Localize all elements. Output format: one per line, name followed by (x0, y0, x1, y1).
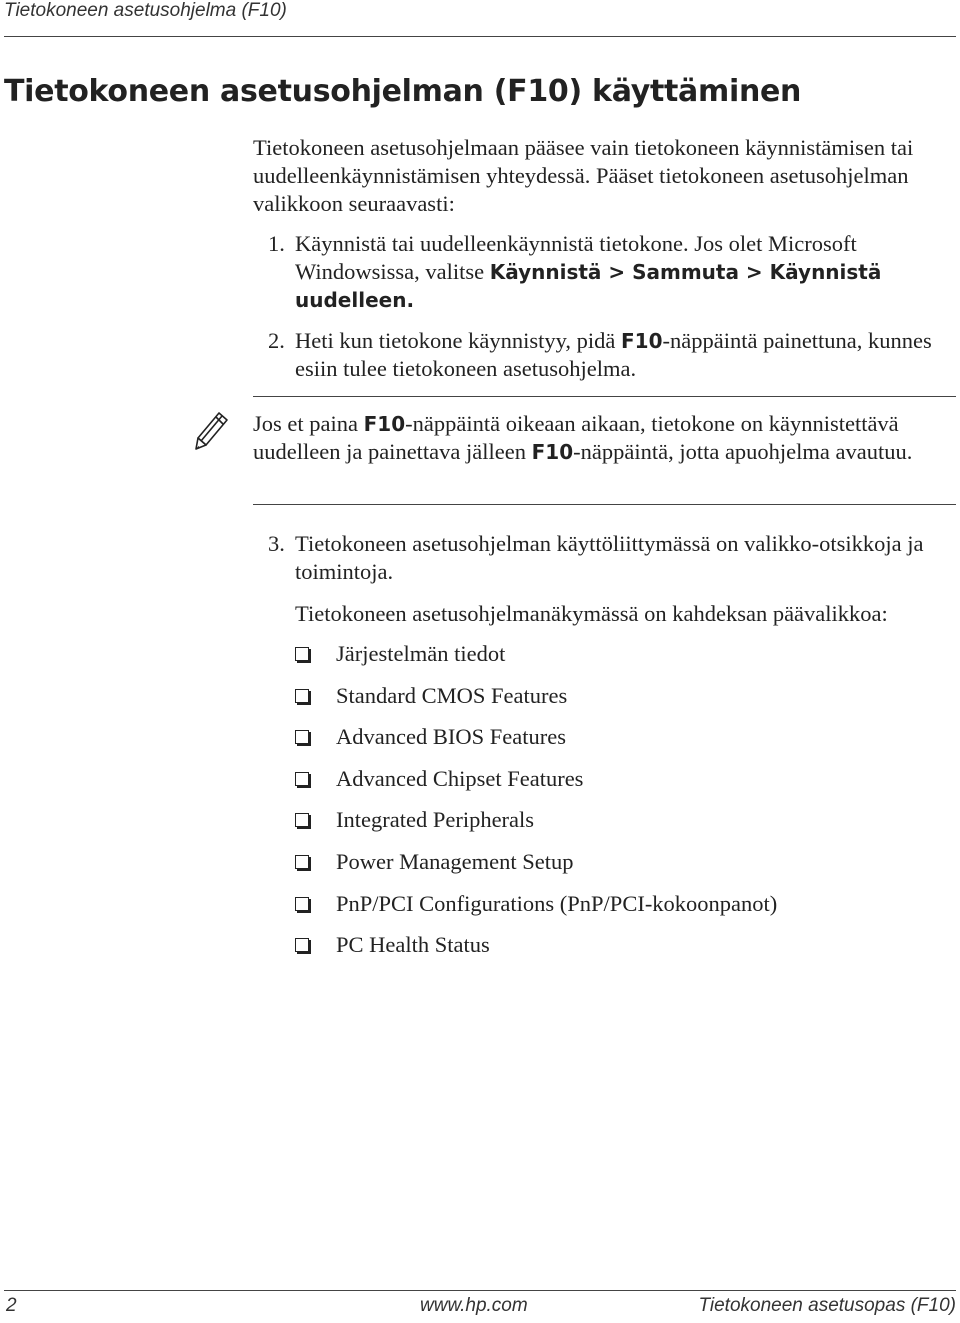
checkbox-bullet-icon (295, 647, 309, 661)
step-text: Heti kun tietokone käynnistyy, pidä (295, 328, 621, 353)
list-item-label: Järjestelmän tiedot (336, 641, 506, 666)
checkbox-bullet-icon (295, 772, 309, 786)
checkbox-bullet-icon (295, 730, 309, 744)
list-item-label: Advanced Chipset Features (336, 765, 584, 791)
step-1 (268, 230, 955, 314)
step-3 (268, 530, 955, 586)
running-header: Tietokoneen asetusohjelma (F10) (4, 0, 287, 21)
page-number: 2 (6, 1295, 17, 1316)
list-item-label: PnP/PCI Configurations (PnP/PCI-kokoonpanot) (336, 890, 778, 916)
step-number: 3. (268, 531, 285, 556)
step-2 (268, 327, 955, 383)
checkbox-bullet-icon (295, 855, 309, 869)
list-item-label: Integrated Peripherals (336, 807, 535, 833)
step-text-end: . (406, 288, 415, 312)
list-item-label: Power Management Setup (336, 848, 574, 874)
footer-url: www.hp.com (420, 1295, 528, 1316)
key-name: F10 (363, 412, 406, 436)
menu-list-intro: Tietokoneen asetusohjelmanäkymässä on kahdeksan päävalikkoa: (295, 601, 888, 626)
note-text-part: Jos et paina (253, 411, 364, 436)
section-title: Tietokoneen asetusohjelman (F10) käyttäminen (4, 74, 802, 109)
footer-doc-title: Tietokoneen asetusopas (F10) (698, 1295, 956, 1316)
menu-path: Käynnistä > Sammuta > Käynnistä uudelleen (295, 260, 882, 312)
key-name: F10 (621, 329, 663, 353)
step-text: Käynnistä tai uudelleenkäynnistä tietokone. Jos olet Microsoft Windowsissa, valitse (295, 231, 857, 284)
header-rule (4, 36, 956, 37)
note-text (253, 410, 956, 466)
note-rule-bottom (253, 504, 956, 505)
checkbox-bullet-icon (295, 813, 309, 827)
step-number: 2. (268, 328, 285, 353)
checkbox-bullet-icon (295, 689, 309, 703)
note-text-part: -näppäintä, jotta apuohjelma avautuu. (573, 439, 913, 464)
step-text-end: -näppäintä painettuna, kunnes esiin tulee tietokoneen asetusohjelma. (295, 328, 932, 381)
step-text: Tietokoneen asetusohjelman käyttöliittymässä on valikko-otsikkoja ja toimintoja. (295, 531, 924, 584)
checkbox-bullet-icon (295, 897, 309, 911)
checkbox-bullet-icon (295, 938, 309, 952)
intro-paragraph: Tietokoneen asetusohjelmaan pääsee vain tietokoneen käynnistämisen tai uudelleenkäynnistämisen yhteydessä. Pääset tietokoneen asetusohjelman valikkoon seuraavasti: (253, 135, 914, 216)
key-name: F10 (531, 440, 574, 464)
step-number: 1. (268, 231, 285, 256)
list-item-label: Standard CMOS Features (336, 682, 568, 708)
list-item-label: Advanced BIOS Features (336, 724, 566, 750)
note-text-part: -näppäintä oikeaan aikaan, tietokone on käynnistettävä uudelleen ja painettava jälleen (253, 411, 899, 464)
footer-rule (4, 1290, 956, 1291)
pencil-note-icon (192, 410, 232, 454)
note-rule-top (253, 396, 956, 397)
list-item-label: PC Health Status (336, 932, 490, 958)
